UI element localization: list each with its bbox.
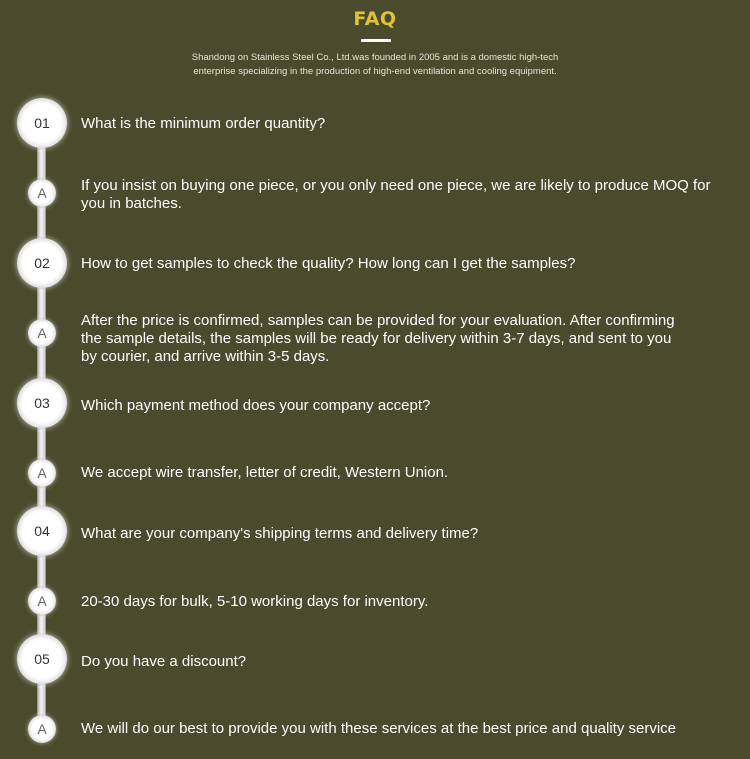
- answer-marker-badge: A: [28, 587, 56, 615]
- faq-title: FAQ: [353, 8, 397, 30]
- answer-text: We accept wire transfer, letter of credit, Western Union.: [81, 464, 449, 481]
- question-text: What is the minimum order quantity?: [81, 115, 326, 132]
- question-number-badge: 02: [17, 238, 67, 288]
- title-underline: [361, 39, 391, 42]
- answer-marker-badge: A: [28, 319, 56, 347]
- question-number-badge: 03: [17, 378, 67, 428]
- answer-marker-badge: A: [28, 179, 56, 207]
- question-text: Which payment method does your company accept?: [81, 397, 431, 414]
- subtitle-line-1: Shandong on Stainless Steel Co., Ltd.was founded in 2005 and is a domestic high-tech: [191, 52, 559, 63]
- answer-marker-badge: A: [28, 715, 56, 743]
- answer-text: If you insist on buying one piece, or you only need one piece, we are likely to produce MOQ for you in batches.: [81, 177, 711, 212]
- question-number-badge: 05: [17, 634, 67, 684]
- answer-marker-badge: A: [28, 459, 56, 487]
- answer-text: 20-30 days for bulk, 5-10 working days for inventory.: [81, 593, 429, 610]
- answer-text: After the price is confirmed, samples can be provided for your evaluation. After confirming the sample details, the samples will be ready for delivery within 3-7 days, and sent to you by courier, and arrive within 3-5 days.: [81, 312, 675, 365]
- question-text: What are your company's shipping terms and delivery time?: [81, 525, 479, 542]
- question-number-badge: 04: [17, 506, 67, 556]
- answer-text: We will do our best to provide you with these services at the best price and quality service: [81, 720, 677, 737]
- faq-subtitle: [0, 51, 750, 79]
- question-text: Do you have a discount?: [81, 653, 247, 670]
- question-number-badge: 01: [17, 98, 67, 148]
- subtitle-line-2: enterprise specializing in the production of high-end ventilation and cooling equipment.: [193, 66, 557, 77]
- question-text: How to get samples to check the quality? How long can I get the samples?: [81, 255, 576, 272]
